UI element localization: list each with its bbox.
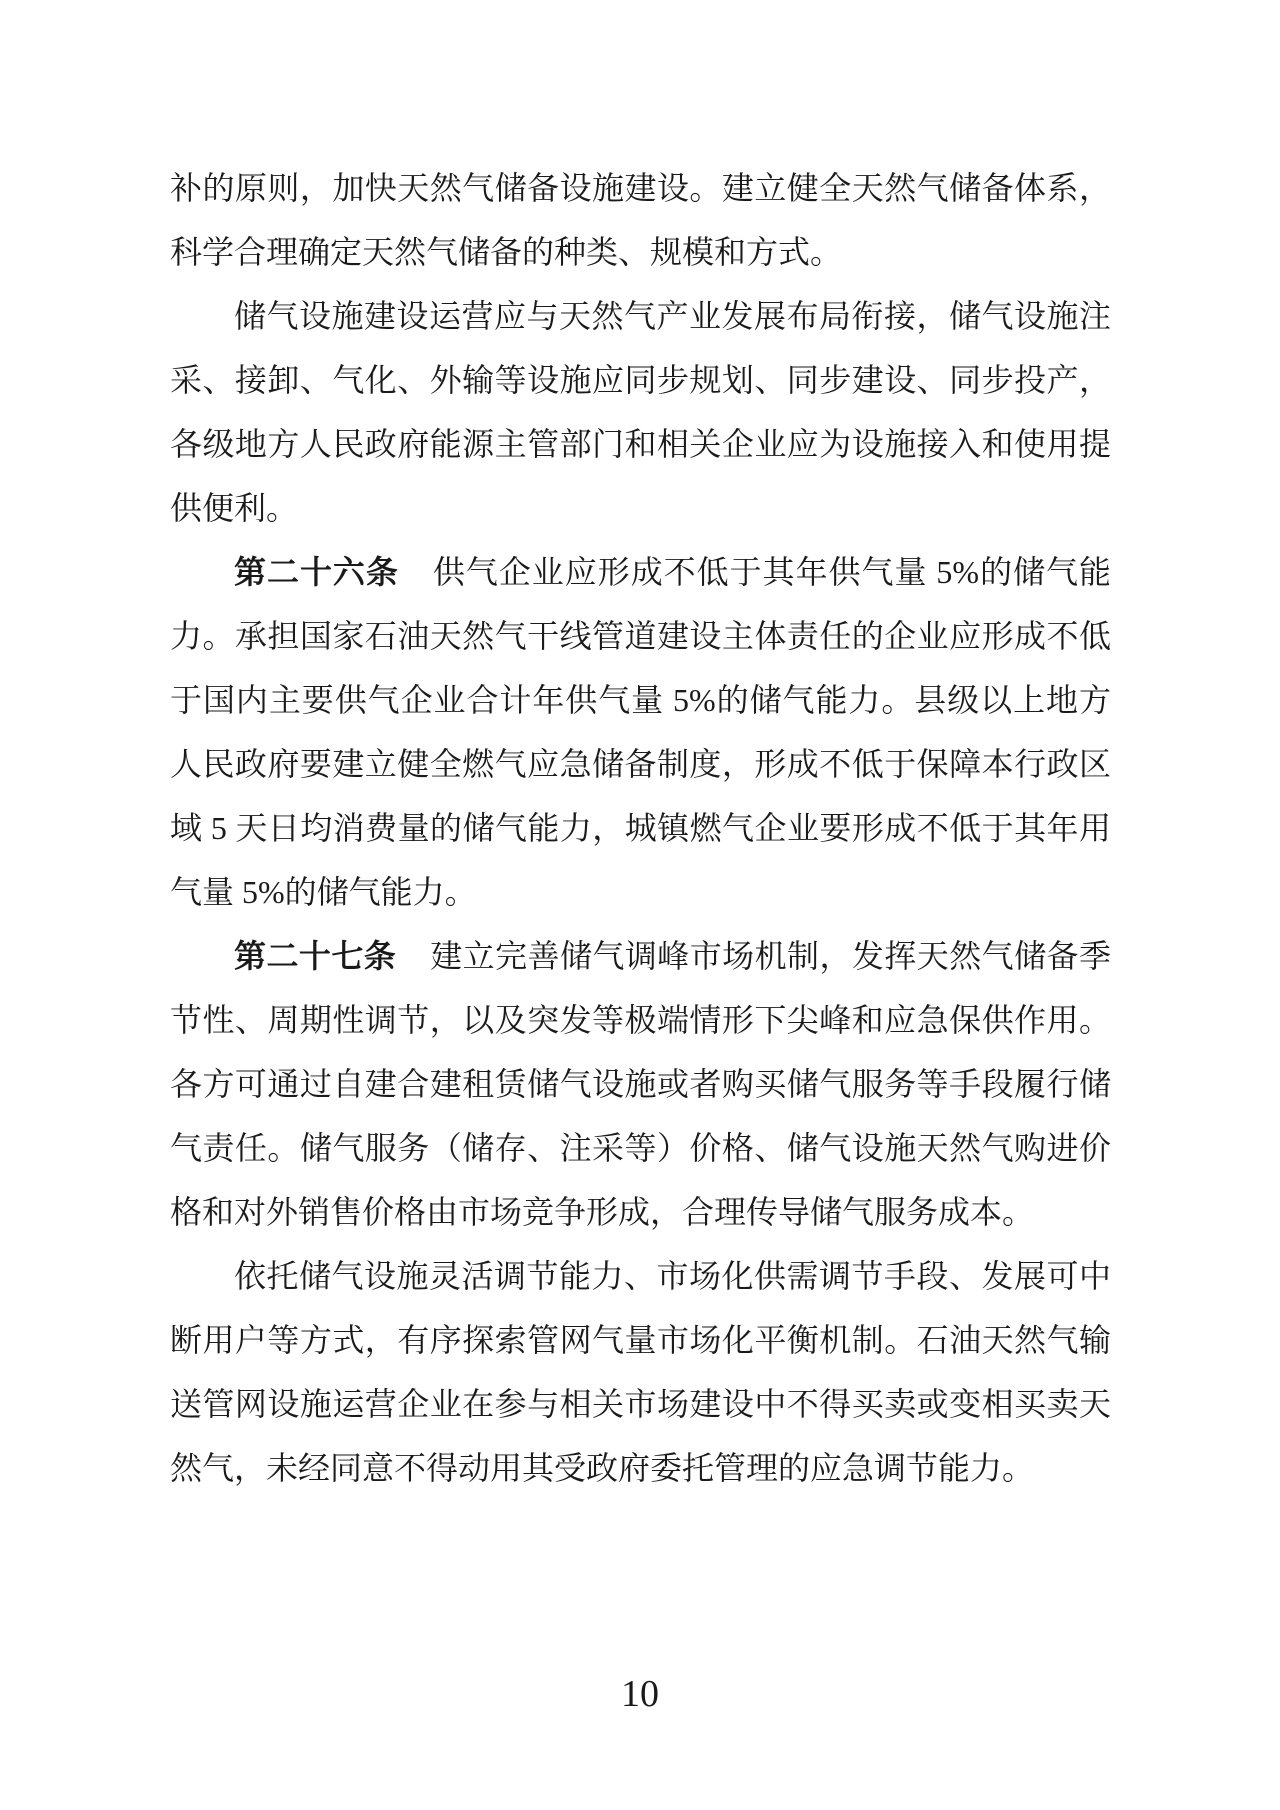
- article-27-number: 第二十七条: [234, 938, 397, 974]
- paragraph-continuation: 补的原则，加快天然气储备设施建设。建立健全天然气储备体系，科学合理确定天然气储备的种类、规模和方式。: [170, 170, 1111, 270]
- paragraph-storage-facilities: 储气设施建设运营应与天然气产业发展布局衔接，储气设施注采、接卸、气化、外输等设施应同步规划、同步建设、同步投产，各级地方人民政府能源主管部门和相关企业应为设施接入和使用提供便利。: [170, 298, 1111, 526]
- paragraph-article-26: [170, 540, 1111, 924]
- document-body: [170, 156, 1111, 1500]
- page-number: 10: [621, 1673, 659, 1715]
- article-26-number: 第二十六条: [234, 554, 399, 590]
- article-27-text: 建立完善储气调峰市场机制，发挥天然气储备季节性、周期性调节，以及突发等极端情形下尖峰和应急保供作用。各方可通过自建合建租赁储气设施或者购买储气服务等手段履行储气责任。储气服务（储存、注采等）价格、储气设施天然气购进价格和对外销售价格由市场竞争形成，合理传导储气服务成本。: [170, 938, 1111, 1230]
- article-26-text: 供气企业应形成不低于其年供气量 5%的储气能力。承担国家石油天然气干线管道建设主体责任的企业应形成不低于国内主要供气企业合计年供气量 5%的储气能力。县级以上地方人民政府要建立健全燃气应急储备制度，形成不低于保障本行政区域 5 天日均消费量的储气能力，城镇燃气企业要形成不低于其年用气量 5%的储气能力。: [170, 554, 1111, 910]
- page-footer: [0, 1672, 1280, 1716]
- paragraph-article-27: [170, 924, 1111, 1244]
- paragraph-market-balance: 依托储气设施灵活调节能力、市场化供需调节手段、发展可中断用户等方式，有序探索管网气量市场化平衡机制。石油天然气输送管网设施运营企业在参与相关市场建设中不得买卖或变相买卖天然气，未经同意不得动用其受政府委托管理的应急调节能力。: [170, 1258, 1111, 1486]
